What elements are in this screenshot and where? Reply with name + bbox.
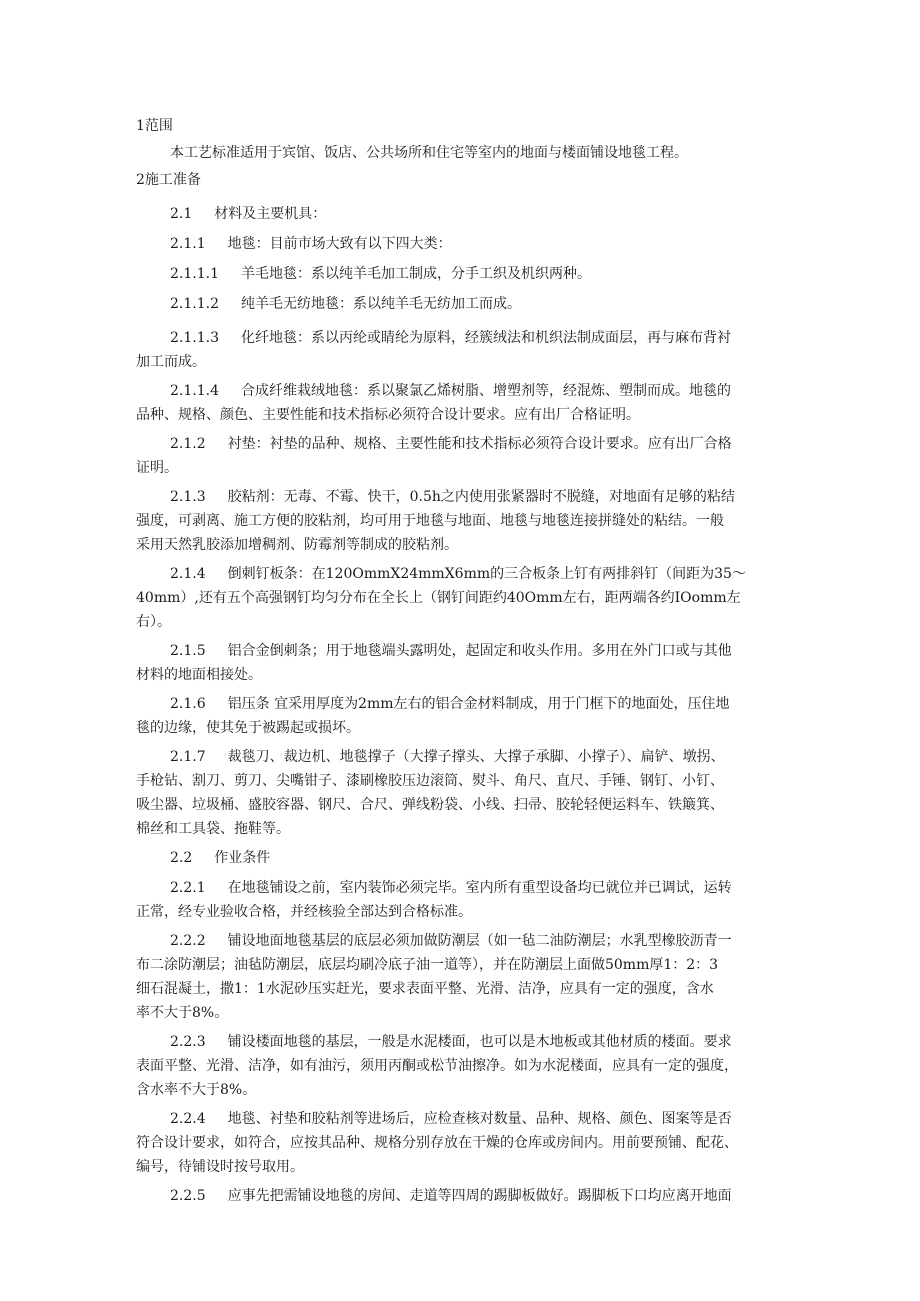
clause-text: 手枪钻、割刀、剪刀、尖嘴钳子、漆刷橡胶压边滚筒、熨斗、角尺、直尺、手锤、钢钉、小钉、 bbox=[136, 773, 724, 789]
clause-text: 证明。 bbox=[136, 460, 178, 476]
clause-number: 2.1.2 bbox=[170, 436, 206, 452]
clause-first-line bbox=[136, 846, 786, 870]
clause-continuation-line bbox=[136, 900, 786, 924]
clause-2-1-1 bbox=[136, 232, 786, 256]
clause-2-2-4 bbox=[136, 1107, 786, 1179]
clause-first-line bbox=[136, 876, 786, 900]
clause-first-line bbox=[136, 929, 786, 953]
clause-continuation-line bbox=[136, 769, 786, 793]
clause-text: 作业条件 bbox=[214, 850, 271, 866]
clause-text: 胶粘剂：无毒、不霉、快干，0.5h之内使用张紧器时不脱缝，对地面有足够的粘结 bbox=[227, 489, 735, 505]
clause-number: 2.1 bbox=[170, 206, 193, 222]
clause-continuation-line bbox=[136, 509, 786, 533]
clause-text: 铺设地面地毯基层的底层必须加做防潮层（如一毡二油防潮层；水乳型橡胶沥青一 bbox=[227, 933, 732, 949]
clause-number: 2.2.2 bbox=[170, 933, 206, 949]
clause-first-line bbox=[136, 326, 786, 350]
clause-first-line bbox=[136, 1030, 786, 1054]
clause-text: 裁毯刀、裁边机、地毯撑子（大撑子撑头、大撑子承脚、小撑子）、扁铲、墩拐、 bbox=[227, 749, 725, 765]
clause-continuation-line bbox=[136, 1078, 786, 1102]
clause-first-line bbox=[136, 485, 786, 509]
clause-continuation-line bbox=[136, 610, 786, 634]
clause-text: 铝合金倒刺条；用于地毯端头露明处，起固定和收头作用。多用在外门口或与其他 bbox=[227, 643, 732, 659]
clause-2-1-3 bbox=[136, 485, 786, 557]
clause-continuation-line bbox=[136, 1001, 786, 1025]
clause-text: 纯羊毛无纺地毯：系以纯羊毛无纺加工而成。 bbox=[240, 296, 521, 312]
clause-continuation-line bbox=[136, 1054, 786, 1078]
clause-text: 合成纤维栽绒地毯：系以聚氯乙烯树脂、增塑剂等，经混炼、塑制而成。地毯的 bbox=[240, 383, 731, 399]
clause-number: 2.2 bbox=[170, 850, 193, 866]
clause-number: 2.1.4 bbox=[170, 566, 206, 582]
clause-number: 2.1.7 bbox=[170, 749, 206, 765]
clause-number: 2.1.5 bbox=[170, 643, 206, 659]
clause-first-line bbox=[136, 379, 786, 403]
section-heading-scope: 1范围 bbox=[136, 118, 173, 134]
clause-text: 羊毛地毯：系以纯羊毛加工制成，分手工织及机织两种。 bbox=[240, 266, 591, 282]
clause-text: 地毯、衬垫和胶粘剂等进场后，应检查核对数量、品种、规格、颜色、图案等是否 bbox=[227, 1111, 732, 1127]
clause-number: 2.2.5 bbox=[170, 1188, 206, 1204]
clause-2-2 bbox=[136, 846, 786, 870]
clause-text: 率不大于8%。 bbox=[136, 1005, 229, 1021]
clause-2-1-5 bbox=[136, 639, 786, 687]
clause-continuation-line bbox=[136, 977, 786, 1001]
clause-continuation-line bbox=[136, 817, 786, 841]
clause-number: 2.1.1 bbox=[170, 236, 206, 252]
clause-2-1-1-3 bbox=[136, 326, 786, 374]
clause-2-2-1 bbox=[136, 876, 786, 924]
clause-number: 2.1.1.1 bbox=[170, 266, 219, 282]
clause-first-line bbox=[136, 1184, 786, 1208]
clause-text: 地毯：目前市场大致有以下四大类： bbox=[227, 236, 452, 252]
document-body bbox=[136, 114, 786, 1213]
clause-number: 2.1.6 bbox=[170, 696, 206, 712]
clause-first-line bbox=[136, 745, 786, 769]
clause-continuation-line bbox=[136, 1155, 786, 1179]
clause-continuation-line bbox=[136, 716, 786, 740]
clause-2-1-6 bbox=[136, 692, 786, 740]
section-heading-preparation: 2施工准备 bbox=[136, 172, 201, 188]
clause-2-2-2 bbox=[136, 929, 786, 1025]
clause-text: 编号，待铺设时按号取用。 bbox=[136, 1159, 304, 1175]
clause-text: 吸尘器、垃圾桶、盛胶容器、钢尺、合尺、弹线粉袋、小线、扫帚、胶轮轻便运料车、铁簸箕、 bbox=[136, 797, 724, 813]
clause-continuation-line bbox=[136, 663, 786, 687]
clause-first-line bbox=[136, 692, 786, 716]
clause-first-line bbox=[136, 562, 786, 586]
clause-text: 应事先把需铺设地毯的房间、走道等四周的踢脚板做好。踢脚板下口均应离开地面 bbox=[227, 1188, 732, 1204]
clause-continuation-line bbox=[136, 586, 786, 610]
clause-number: 2.1.1.2 bbox=[170, 296, 219, 312]
clause-text: 布二涂防潮层；油毡防潮层，底层均刷冷底子油一道等），并在防潮层上面做50mm厚1：2：3 bbox=[136, 957, 719, 973]
clause-text: 强度，可剥离、施工方便的胶粘剂，均可用于地毯与地面、地毯与地毯连接拼缝处的粘结。一般 bbox=[136, 513, 724, 529]
clause-number: 2.1.1.4 bbox=[170, 383, 219, 399]
clause-2-1-1-1 bbox=[136, 262, 786, 286]
clause-text: 化纤地毯：系以丙纶或睛纶为原料，经簇绒法和机织法制成面层，再与麻布背衬 bbox=[240, 330, 731, 346]
clause-continuation-line bbox=[136, 793, 786, 817]
clause-text: 采用天然乳胶添加增稠剂、防霉剂等制成的胶粘剂。 bbox=[136, 537, 458, 553]
clause-first-line bbox=[136, 292, 786, 316]
clause-list bbox=[136, 202, 786, 1208]
clause-number: 2.2.4 bbox=[170, 1111, 206, 1127]
scope-paragraph: 本工艺标准适用于宾馆、饭店、公共场所和住宅等室内的地面与楼面铺设地毯工程。 bbox=[170, 145, 688, 161]
clause-2-1-1-4 bbox=[136, 379, 786, 427]
clause-2-1 bbox=[136, 202, 786, 226]
clause-text: 铺设楼面地毯的基层，一般是水泥楼面，也可以是木地板或其他材质的楼面。要求 bbox=[227, 1034, 732, 1050]
clause-text: 符合设计要求，如符合，应按其品种、规格分别存放在干燥的仓库或房间内。用前要预铺、配花、 bbox=[136, 1135, 738, 1151]
clause-first-line bbox=[136, 202, 786, 226]
clause-2-2-3 bbox=[136, 1030, 786, 1102]
clause-first-line bbox=[136, 262, 786, 286]
clause-text: 加工而成。 bbox=[136, 354, 206, 370]
clause-continuation-line bbox=[136, 456, 786, 480]
clause-2-1-1-2 bbox=[136, 292, 786, 316]
clause-2-1-2 bbox=[136, 432, 786, 480]
clause-continuation-line bbox=[136, 350, 786, 374]
clause-text: 细石混凝土，撒1：1水泥砂压实赶光，要求表面平整、光滑、洁净，应具有一定的强度，含水 bbox=[136, 981, 714, 997]
clause-text: 右）。 bbox=[136, 614, 171, 630]
clause-continuation-line bbox=[136, 533, 786, 557]
clause-text: 表面平整、光滑、洁净，如有油污，须用丙酮或松节油擦净。如为水泥楼面，应具有一定的强度， bbox=[136, 1058, 738, 1074]
clause-continuation-line bbox=[136, 403, 786, 427]
clause-continuation-line bbox=[136, 1131, 786, 1155]
clause-text: 材料及主要机具： bbox=[214, 206, 327, 222]
clause-number: 2.2.1 bbox=[170, 880, 206, 896]
clause-text: 衬垫：衬垫的品种、规格、主要性能和技术指标必须符合设计要求。应有出厂合格 bbox=[227, 436, 732, 452]
clause-first-line bbox=[136, 232, 786, 256]
clause-number: 2.1.1.3 bbox=[170, 330, 219, 346]
clause-text: 正常，经专业验收合格，并经核验全部达到合格标准。 bbox=[136, 904, 472, 920]
clause-number: 2.1.3 bbox=[170, 489, 206, 505]
clause-2-2-5 bbox=[136, 1184, 786, 1208]
clause-first-line bbox=[136, 1107, 786, 1131]
clause-text: 40mm）,还有五个高强钢钉均匀分布在全长上（钢钉间距约40Omm左右，距两端各约IOomm左 bbox=[136, 590, 741, 606]
clause-first-line bbox=[136, 432, 786, 456]
clause-first-line bbox=[136, 639, 786, 663]
clause-text: 棉丝和工具袋、拖鞋等。 bbox=[136, 821, 290, 837]
clause-text: 在地毯铺设之前，室内装饰必须完毕。室内所有重型设备均已就位并已调试，运转 bbox=[227, 880, 732, 896]
clause-text: 含水率不大于8%。 bbox=[136, 1082, 257, 1098]
clause-continuation-line bbox=[136, 953, 786, 977]
clause-number: 2.2.3 bbox=[170, 1034, 206, 1050]
clause-2-1-4 bbox=[136, 562, 786, 634]
clause-text: 倒刺钉板条：在120OmmX24mmX6mm的三合板条上钉有两排斜钉（间距为35～ bbox=[227, 566, 746, 582]
clause-text: 铝压条 宜采用厚度为2mm左右的铝合金材料制成，用于门框下的地面处，压住地 bbox=[227, 696, 730, 712]
clause-text: 材料的地面相接处。 bbox=[136, 667, 262, 683]
clause-2-1-7 bbox=[136, 745, 786, 841]
clause-text: 品种、规格、颜色、主要性能和技术指标必须符合设计要求。应有出厂合格证明。 bbox=[136, 407, 640, 423]
clause-text: 毯的边缘，使其免于被踢起或损坏。 bbox=[136, 720, 360, 736]
